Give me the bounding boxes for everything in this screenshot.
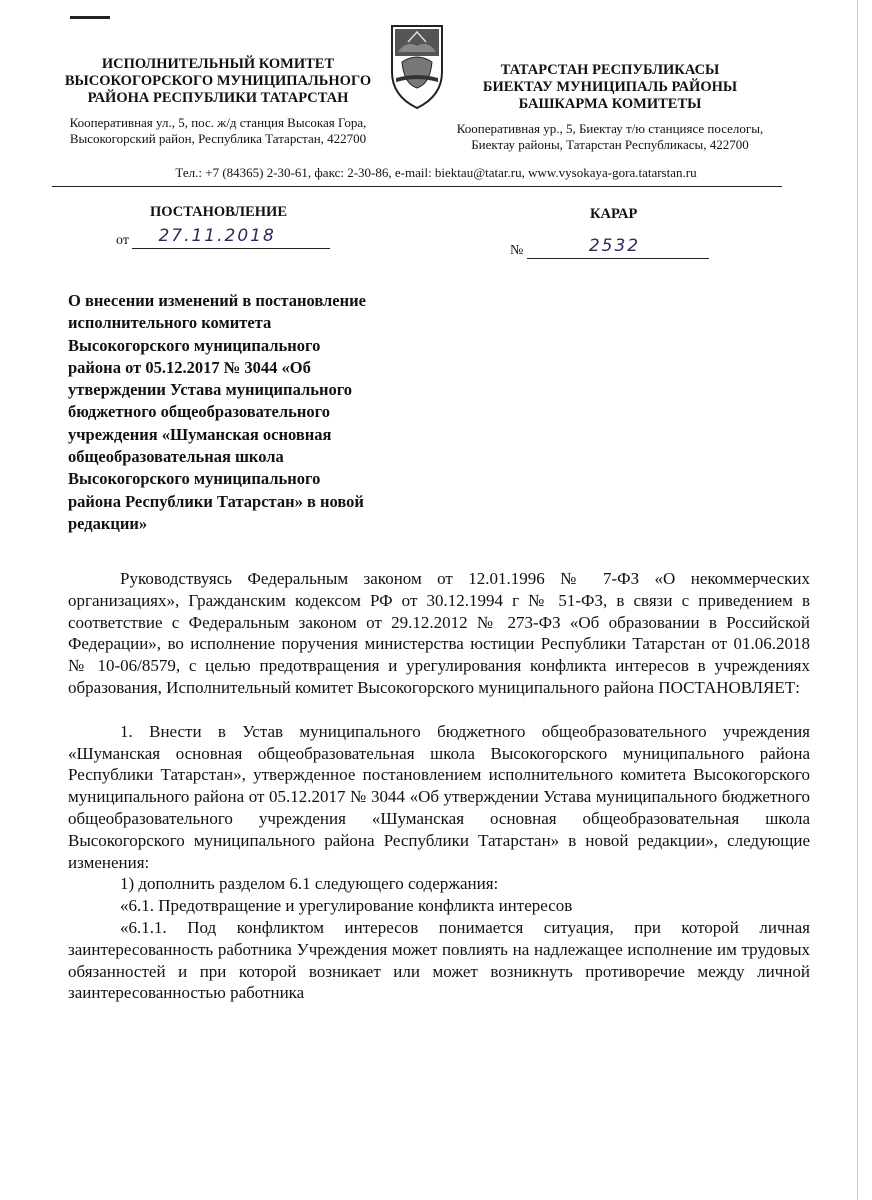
subject-line: бюджетного общеобразовательного [68,402,330,422]
number-label: № [510,243,524,258]
header-right-address-line: Биектау районы, Татарстан Республикасы, 422700 [471,137,749,152]
number-field [510,236,709,259]
date-underline [132,226,330,249]
header-left-title-line: ИСПОЛНИТЕЛЬНЫЙ КОМИТЕТ [101,56,335,72]
date-field [116,226,330,249]
header-left-title-line: РАЙОНА РЕСПУБЛИКИ ТАТАРСТАН [87,90,349,106]
header-left-title-line: ВЫСОКОГОРСКОГО МУНИЦИПАЛЬНОГО [64,73,372,89]
subject-line: района от 05.12.2017 № 3044 «Об [68,357,311,377]
subject-line: Высокогорского муниципального [68,335,321,355]
subject-line: исполнительного комитета [68,313,272,333]
corner-mark [70,16,110,19]
document-body [68,568,810,1004]
item-1-paragraph: 1. Внести в Устав муниципального бюджетного общеобразовательного учреждения «Шуманская основная общеобразовательная школа Высокогорского муниципального района Республики Татарстан», утвержденное постановлением исполнительного комитета Высокогорского муниципального района от 05.12.2017 № 3044 «Об утверждении Устава муниципального бюджетного общеобразовательного учреждения «Шуманская основная общеобразовательная школа Высокогорского муниципального района Республики Татарстан» в новой редакции», следующие изменения: [68,721,810,872]
doc-kind-tatar: КАРАР [590,206,638,222]
subitem-1-paragraph: 1) дополнить разделом 6.1 следующего содержания: [120,874,499,894]
number-underline [527,236,709,259]
subject-line: О внесении изменений в постановление [68,291,366,310]
clause-6-1-1-paragraph: «6.1.1. Под конфликтом интересов понимается ситуация, при которой личная заинтересованность работника Учреждения может повлиять на надлежащее исполнение им трудовых обязанностей и при которой возникает или может возникнуть противоречие между личной заинтересованностью работника [68,917,810,1003]
header-right-title-line: БАШКАРМА КОМИТЕТЫ [518,96,702,112]
subject-line: редакции» [68,513,148,533]
number-value: 2532 [588,236,641,256]
header-right-address-line: Кооперативная ур., 5, Биектау т/ю станциясе поселогы, [456,121,764,136]
section-6-1-heading: «6.1. Предотвращение и урегулирование конфликта интересов [120,896,573,916]
header-right-title-line: ТАТАРСТАН РЕСПУБЛИКАСЫ [500,62,720,78]
subject-line: района Республики Татарстан» в новой [68,491,364,511]
doc-kind-russian: ПОСТАНОВЛЕНИЕ [150,204,288,220]
subject-line: общеобразовательная школа [68,447,284,467]
header-right-title-line: БИЕКТАУ МУНИЦИПАЛЬ РАЙОНЫ [482,79,738,95]
preamble-paragraph: Руководствуясь Федеральным законом от 12.01.1996 № 7-ФЗ «О некоммерческих организациях», Гражданским кодексом РФ от 30.12.1994 г № 51-ФЗ, в связи с приведением в соответствие с Федеральным законом от 29.12.2012 № 273-ФЗ «Об образовании в Российской Федерации», во исполнение поручения министерства юстиции Республики Татарстан от 01.06.2018 № 10-06/8579, с целью предотвращения и урегулирования конфликта интересов в учреждениях образования, Исполнительный комитет Высокогорского муниципального района ПОСТАНОВЛЯЕТ: [68,569,810,697]
header-left [48,56,388,147]
subject-line: Высокогорского муниципального [68,469,321,489]
header-left-address-line: Высокогорский район, Республика Татарстан, 422700 [69,131,367,146]
subject-line: учреждения «Шуманская основная [68,424,332,444]
date-label: от [116,233,129,248]
header-right [440,62,780,153]
contacts-line: Тел.: +7 (84365) 2-30-61, факс: 2-30-86, e-mail: biektau@tatar.ru, www.vysokaya-gora.tatarstan.ru [175,165,697,180]
header-left-address-line: Кооперативная ул., 5, пос. ж/д станция Высокая Гора, [69,115,367,130]
document-subject [68,290,443,535]
subject-line: утверждении Устава муниципального [68,380,353,400]
date-value: 27.11.2018 [158,226,276,246]
paragraph-gap [68,699,810,721]
header-divider [52,186,782,187]
